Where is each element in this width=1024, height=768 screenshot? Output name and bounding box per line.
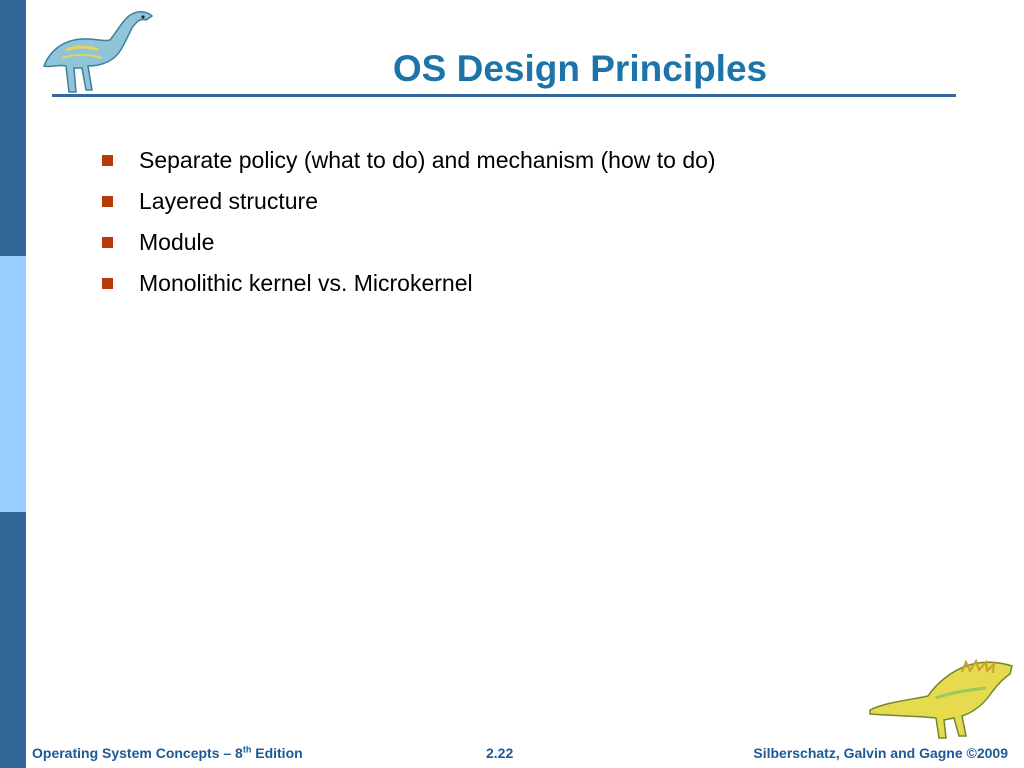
bullet-item — [102, 268, 716, 309]
footer-book-title — [32, 744, 303, 762]
square-bullet-icon — [102, 237, 113, 248]
footer-book-title-sup: th — [242, 744, 252, 755]
bullet-text: Separate policy (what to do) and mechanism (how to do) — [139, 147, 716, 173]
square-bullet-icon — [102, 155, 113, 166]
bullet-text: Layered structure — [139, 188, 318, 214]
dinosaur-icon — [866, 658, 1016, 742]
square-bullet-icon — [102, 196, 113, 207]
side-bar — [0, 0, 26, 768]
bullet-item — [102, 186, 716, 227]
bullet-text: Monolithic kernel vs. Microkernel — [139, 270, 473, 296]
footer-book-title-suffix: Edition — [251, 745, 303, 761]
bullet-text: Module — [139, 229, 215, 255]
slide-title: OS Design Principles — [392, 48, 768, 89]
title-divider — [52, 94, 956, 97]
bullet-item — [102, 145, 716, 186]
bullet-list — [102, 145, 716, 309]
footer-copyright: Silberschatz, Galvin and Gagne ©2009 — [753, 745, 1008, 761]
slide-number: 2.22 — [486, 745, 514, 761]
square-bullet-icon — [102, 278, 113, 289]
side-bar-highlight — [0, 256, 26, 512]
bullet-item — [102, 227, 716, 268]
dinosaur-icon — [36, 6, 160, 96]
footer-book-title-prefix: Operating System Concepts – 8 — [32, 745, 243, 761]
